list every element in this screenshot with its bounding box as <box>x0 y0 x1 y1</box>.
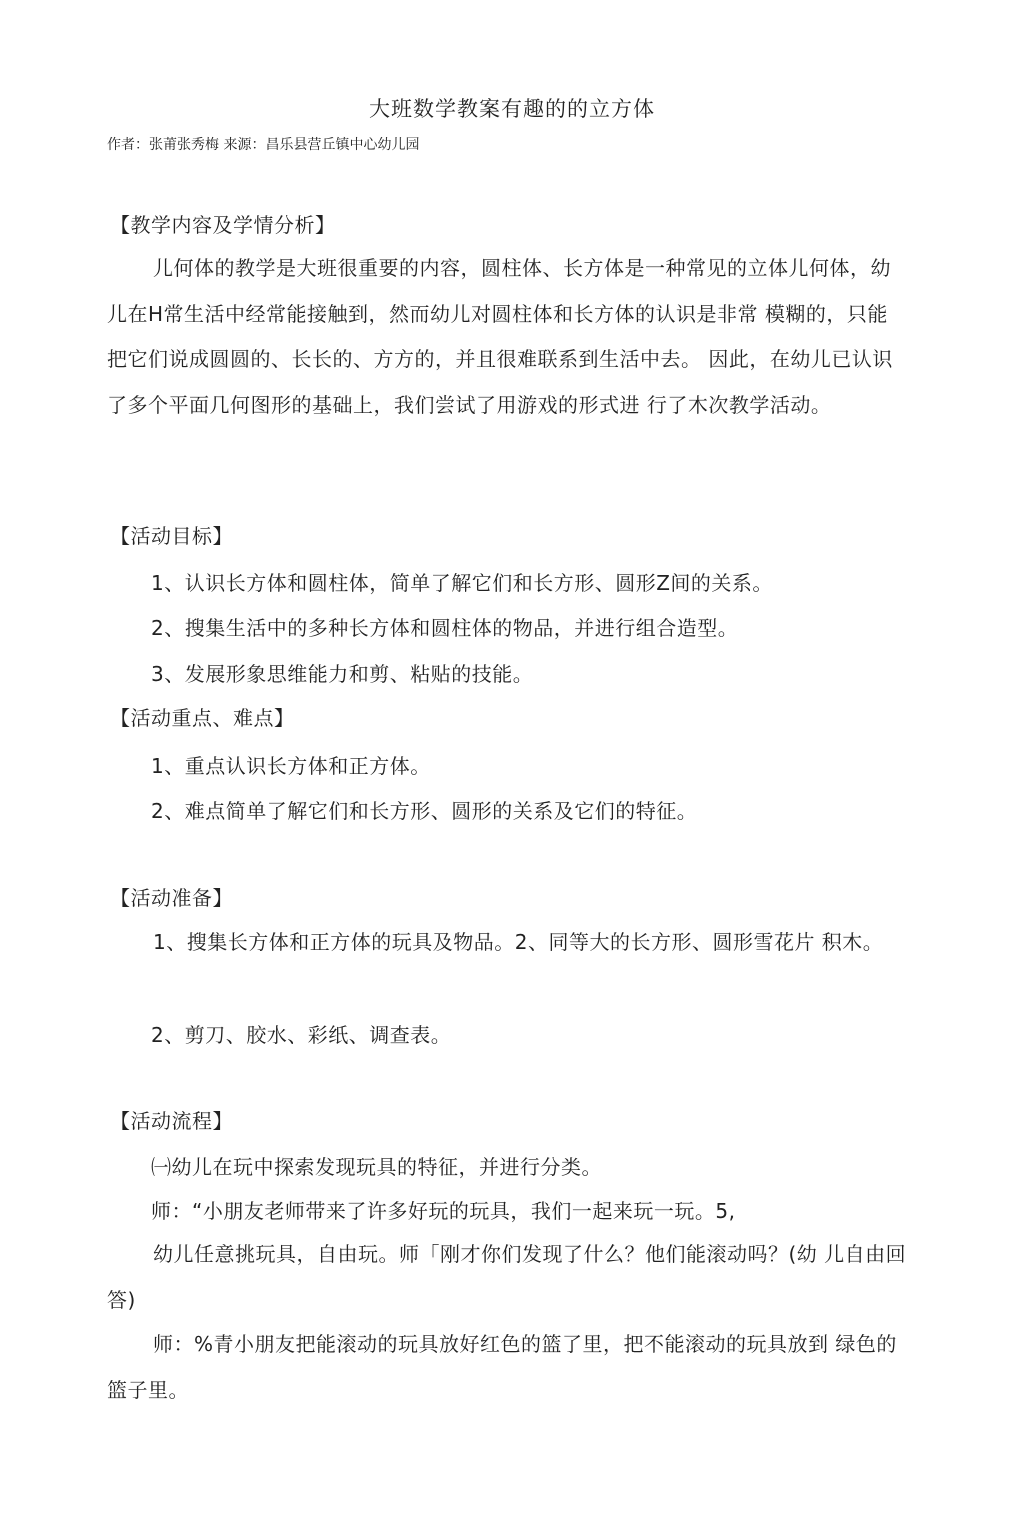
section-heading-preparation: 【活动准备】 <box>110 886 233 910</box>
list-item: 1、认识长方体和圆柱体，简单了解它们和长方形、圆形Z间的关系。 <box>151 571 773 595</box>
list-item: 2、搜集生活中的多种长方体和圆柱体的物品，并进行组合造型。 <box>151 616 739 640</box>
paragraph: 1、搜集长方体和正方体的玩具及物品。2、同等大的长方形、圆形雪花片 积木。 <box>153 930 884 954</box>
list-item: 2、难点简单了解它们和长方形、圆形的关系及它们的特征。 <box>151 799 698 823</box>
document-byline: 作者：张莆张秀梅 来源：昌乐县营丘镇中心幼儿园 <box>107 137 420 153</box>
section-body-preparation <box>107 920 907 966</box>
list-item: 1、重点认识长方体和正方体。 <box>151 754 431 778</box>
section-heading-analysis: 【教学内容及学情分析】 <box>110 213 336 237</box>
section-body-process-a <box>107 1232 907 1323</box>
paragraph: 幼儿任意挑玩具，自由玩。师「刚才你们发现了什么？他们能滚动吗？(幼 儿自由回答) <box>107 1242 907 1312</box>
section-heading-goals: 【活动目标】 <box>110 524 233 548</box>
list-item: 师：“小朋友老师带来了许多好玩的玩具，我们一起来玩一玩。5, <box>151 1199 736 1223</box>
section-heading-keypoints: 【活动重点、难点】 <box>110 706 295 730</box>
paragraph: 师：%青小朋友把能滚动的玩具放好红色的篮了里，把不能滚动的玩具放到 绿色的篮子里。 <box>107 1332 897 1402</box>
section-body-process-b <box>107 1322 907 1413</box>
list-item: 2、剪刀、胶水、彩纸、调查表。 <box>151 1023 452 1047</box>
paragraph: 儿何体的教学是大班很重要的内容，圆柱体、长方体是一种常见的立体儿何体，幼儿在H常生活中经常能接触到，然而幼儿对圆柱体和长方体的认识是非常 模糊的，只能把它们说成圆圆的、长长的、方方的，并且很难联系到生活中去。 因此，在幼儿已认识了多个平面几何图形的基础上，我们尝试了用游戏的形式进 行了木次教学活动。 <box>107 256 893 417</box>
list-item: 3、发展形象思维能力和剪、粘贴的技能。 <box>151 662 534 686</box>
document-title: 大班数学教案有趣的的立方体 <box>369 97 655 121</box>
section-body-analysis <box>107 246 907 428</box>
section-heading-process: 【活动流程】 <box>110 1109 233 1133</box>
list-item: ㈠幼儿在玩中探索发现玩具的特征，并进行分类。 <box>151 1155 602 1179</box>
